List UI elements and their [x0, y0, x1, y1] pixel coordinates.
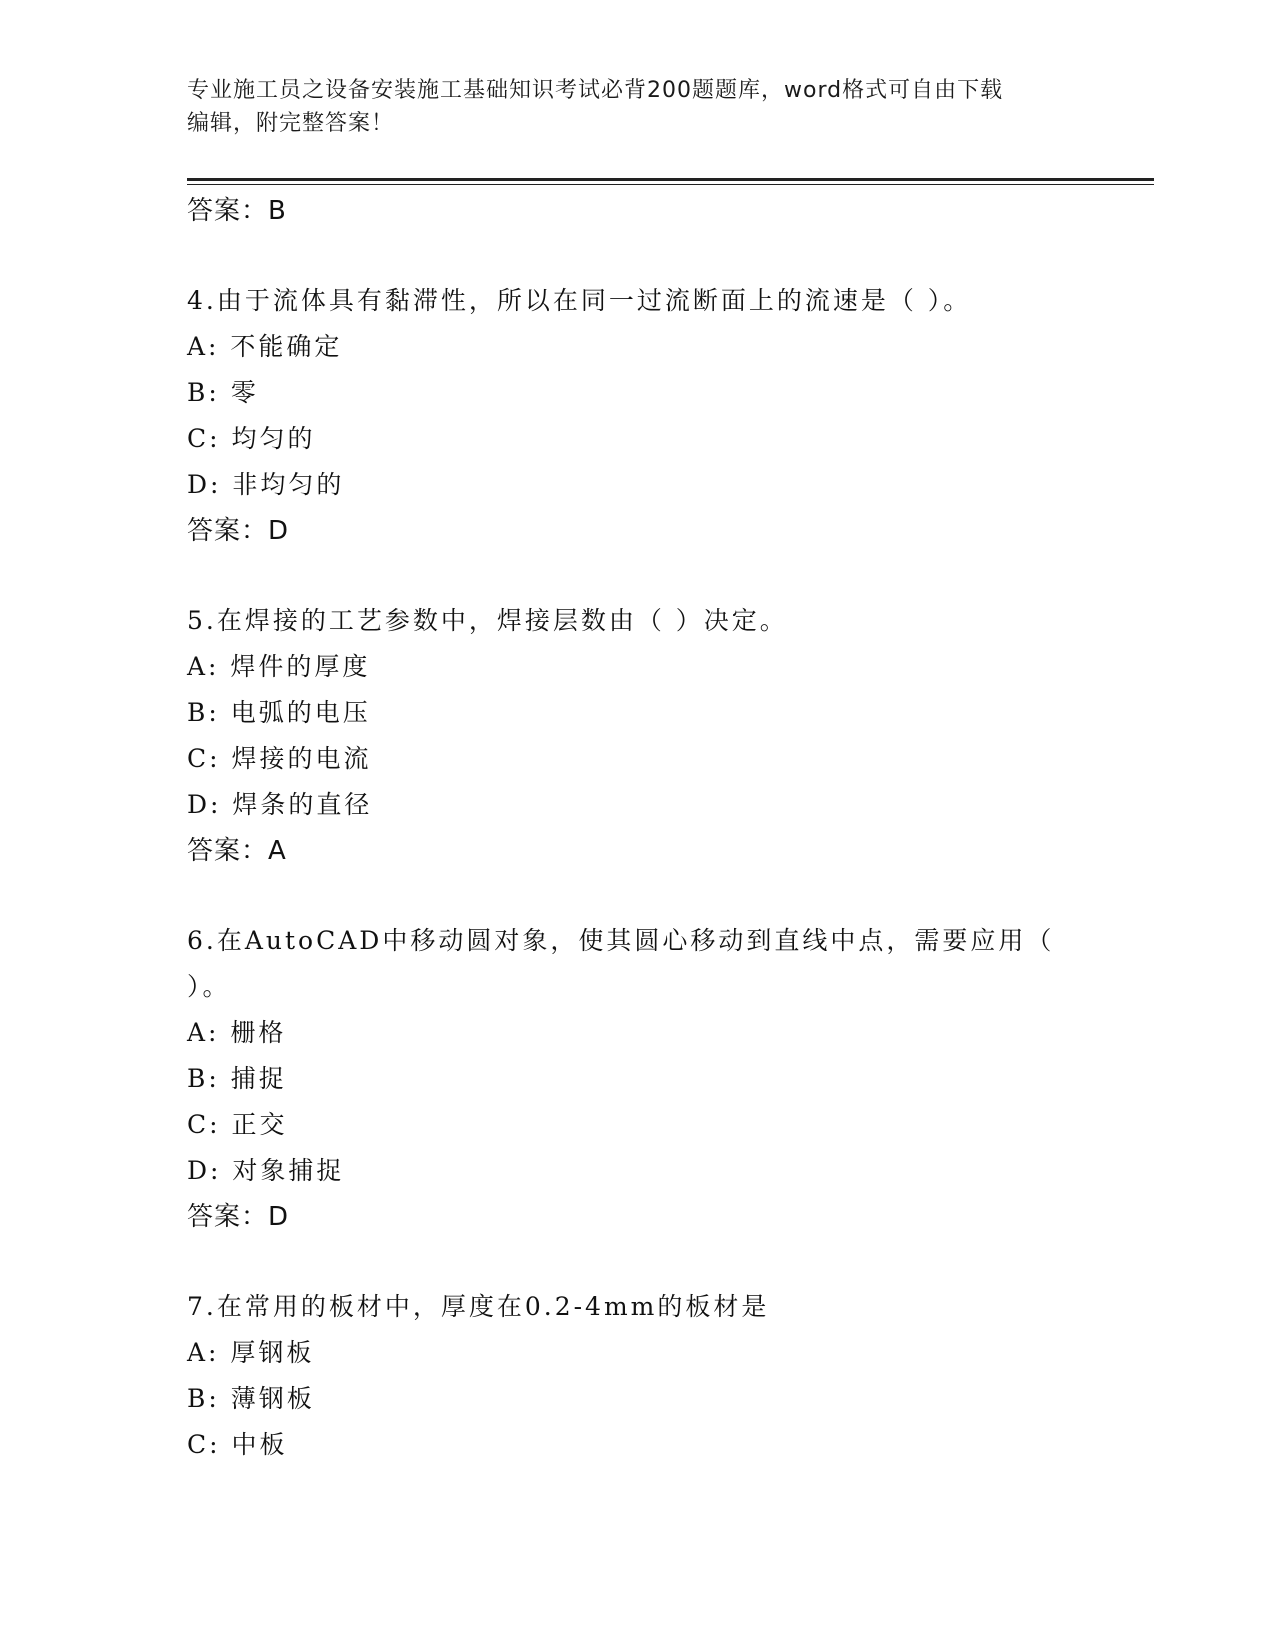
question-4-option-b: B: 零: [187, 378, 259, 407]
question-5-option-b: B: 电弧的电压: [187, 698, 371, 727]
question-6-option-c: C: 正交: [187, 1110, 288, 1139]
answer-q3: 答案：B: [187, 196, 287, 226]
spacer: [187, 874, 1087, 918]
question-4-text: 4.由于流体具有黏滞性，所以在同一过流断面上的流速是（ ）。: [187, 286, 972, 315]
question-4-option-c: C: 均匀的: [187, 424, 316, 453]
question-5-option-d: D: 焊条的直径: [187, 790, 373, 819]
answer-q5: 答案：A: [187, 836, 287, 866]
header-title-line-2: 编辑，附完整答案！: [187, 111, 395, 136]
question-7-text: 7.在常用的板材中，厚度在0.2-4mm的板材是: [187, 1292, 770, 1321]
document-header: [187, 74, 1067, 140]
answer-q4: 答案：D: [187, 516, 290, 546]
spacer: [187, 234, 1087, 278]
question-7-option-c: C: 中板: [187, 1430, 288, 1459]
question-6-option-d: D: 对象捕捉: [187, 1156, 345, 1185]
spacer: [187, 1240, 1087, 1284]
question-5-option-c: C: 焊接的电流: [187, 744, 372, 773]
spacer: [187, 554, 1087, 598]
question-5-text: 5.在焊接的工艺参数中，焊接层数由（ ）决定。: [187, 606, 788, 635]
question-4-option-a: A: 不能确定: [187, 332, 343, 361]
question-5-option-a: A: 焊件的厚度: [187, 652, 371, 681]
question-7-option-a: A: 厚钢板: [187, 1338, 315, 1367]
answer-q6: 答案：D: [187, 1202, 290, 1232]
question-list: [187, 188, 1087, 1468]
header-title-line-1: 专业施工员之设备安装施工基础知识考试必背200题题库，word格式可自由下载: [187, 78, 1004, 103]
question-7-option-b: B: 薄钢板: [187, 1384, 315, 1413]
question-6-text-line-1: 6.在AutoCAD中移动圆对象，使其圆心移动到直线中点，需要应用（: [187, 926, 1055, 955]
question-6-option-b: B: 捕捉: [187, 1064, 287, 1093]
question-4-option-d: D: 非均匀的: [187, 470, 345, 499]
header-rule-thick: [187, 178, 1154, 181]
header-rule-thin: [187, 184, 1154, 185]
question-6-text-line-2: ）。: [187, 972, 231, 1001]
question-6-option-a: A: 栅格: [187, 1018, 287, 1047]
